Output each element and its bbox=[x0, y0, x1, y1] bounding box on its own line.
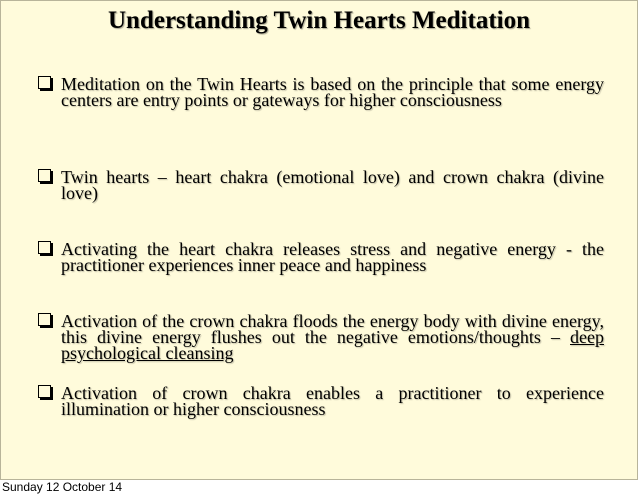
bullet-text: Activation of crown chakra enables a practitioner to experience illumination or higher consciousness bbox=[61, 383, 604, 419]
bullet-list bbox=[1, 1, 637, 479]
checkbox-bullet-icon bbox=[38, 313, 51, 326]
checkbox-bullet-icon bbox=[38, 241, 51, 254]
checkbox-bullet-icon bbox=[38, 76, 51, 89]
bullet-text: Activation of the crown chakra floods the energy body with divine energy, this divine energy flushes out the negative emotions/thoughts – bbox=[61, 311, 604, 347]
bullet-item bbox=[61, 385, 604, 417]
checkbox-bullet-icon bbox=[38, 385, 51, 398]
bullet-item bbox=[61, 76, 604, 108]
bullet-text: Meditation on the Twin Hearts is based on the principle that some energy centers are entry points or gateways for higher consciousness bbox=[61, 74, 604, 110]
checkbox-bullet-icon bbox=[38, 169, 51, 182]
bullet-item bbox=[61, 169, 604, 201]
bullet-item bbox=[61, 313, 604, 361]
footer-date: Sunday 12 October 14 bbox=[2, 480, 123, 494]
bullet-text: Twin hearts – heart chakra (emotional love) and crown chakra (divine love) bbox=[61, 167, 604, 203]
slide-title: Understanding Twin Hearts Meditation bbox=[107, 7, 531, 34]
bullet-text: Activating the heart chakra releases stress and negative energy - the practitioner experiences inner peace and happiness bbox=[61, 239, 604, 275]
bullet-item bbox=[61, 241, 604, 273]
underlined-phrase: deep psychological cleansing bbox=[61, 327, 604, 363]
